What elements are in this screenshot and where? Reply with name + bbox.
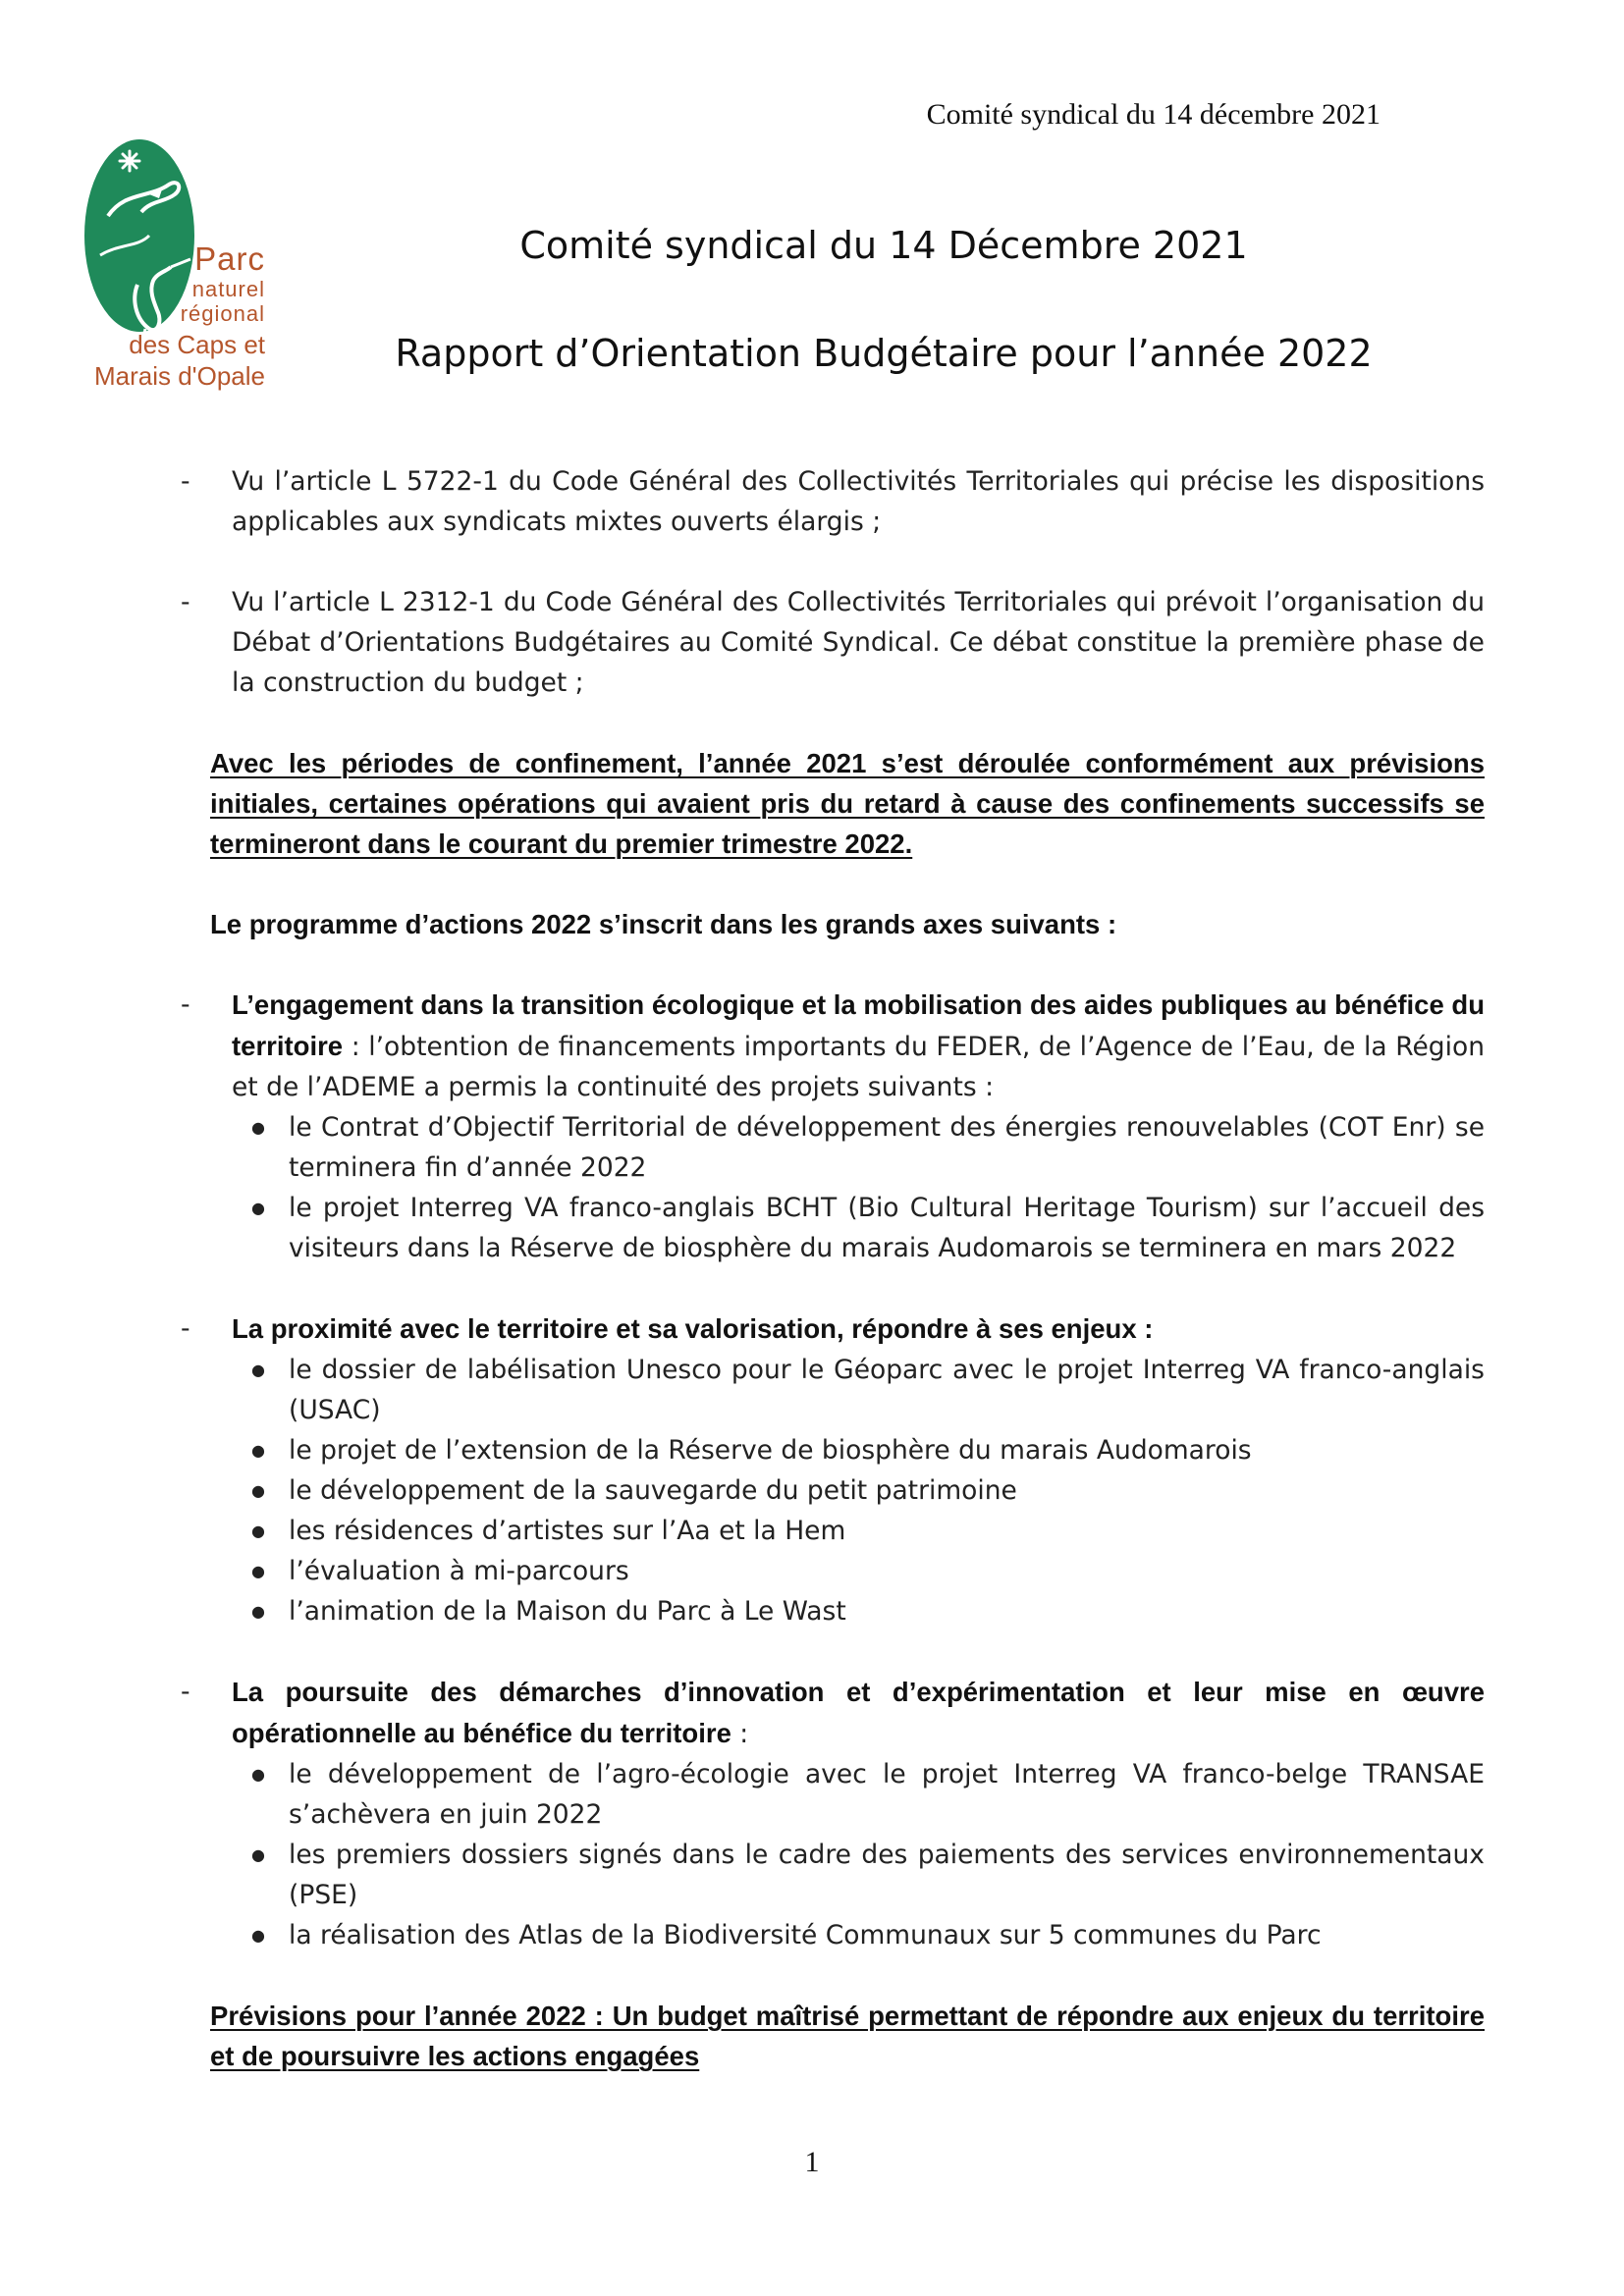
list-item: ● le dossier de labélisation Unesco pour le Géoparc avec le projet Interreg VA franco-anglais (USAC) [289,1350,1485,1430]
park-logo [81,137,277,412]
context-statement: Avec les périodes de confinement, l’année 2021 s’est déroulée conformément aux prévisions initiales, certaines opérations qui avaient pris du retard à cause des confinements successifs se termineront dans le courant du premier trimestre 2022. [210,748,1485,859]
intro-item [181,582,1485,703]
logo-line-naturel: naturel [191,277,265,301]
document-subtitle: Rapport d’Orientation Budgétaire pour l’année 2022 [395,332,1373,375]
list-item: ● le projet Interreg VA franco-anglais BCHT (Bio Cultural Heritage Tourism) sur l’accueil des visiteurs dans la Réserve de biosphère du marais Audomarois se terminera en mars 2022 [289,1188,1485,1268]
list-item: ● la réalisation des Atlas de la Biodiversité Communaux sur 5 communes du Parc [289,1915,1485,1955]
axis-item [181,1672,1485,1754]
axis-title: La proximité avec le territoire et sa valorisation, répondre à ses enjeux : [232,1313,1154,1344]
program-intro: Le programme d’actions 2022 s’inscrit dans les grands axes suivants : [210,909,1117,939]
axis-title: La poursuite des démarches d’innovation et d’expérimentation et leur mise en œuvre opérationnelle au bénéfice du territoire [232,1677,1485,1748]
page-number: 1 [804,2146,820,2178]
forecast-heading: Prévisions pour l’année 2022 : Un budget maîtrisé permettant de répondre aux enjeux du territoire et de poursuivre les actions engagées [210,2001,1485,2071]
dash-marker: - [181,466,190,497]
document-body [181,461,1485,2076]
document-title: Comité syndical du 14 Décembre 2021 [519,224,1248,267]
logo-line-caps: des Caps et [129,330,265,359]
dash-marker: - [181,587,190,617]
dash-marker: - [181,989,190,1020]
list-item: ● le développement de la sauvegarde du petit patrimoine [289,1470,1485,1511]
logo-line-marais: Marais d'Opale [93,361,265,391]
dash-marker: - [181,1313,190,1344]
axis-title: L’engagement dans la transition écologique et la mobilisation des aides publiques au bénéfice du territoire [232,989,1485,1061]
axis-text: : [731,1719,749,1749]
list-item: ● le développement de l’agro-écologie avec le projet Interreg VA franco-belge TRANSAE s’achèvera en juin 2022 [289,1754,1485,1835]
list-item: ● l’évaluation à mi-parcours [289,1551,1485,1591]
axis-item [181,1308,1485,1350]
axis-bullet-list [210,1350,1485,1631]
intro-item [181,461,1485,542]
intro-item-text: Vu l’article L 5722-1 du Code Général des Collectivités Territoriales qui précise les dispositions applicables aux syndicats mixtes ouverts élargis ; [232,466,1485,537]
dash-marker: - [181,1677,190,1707]
list-item: ● le Contrat d’Objectif Territorial de développement des énergies renouvelables (COT Enr) se terminera fin d’année 2022 [289,1107,1485,1188]
axis-bullet-list [210,1754,1485,1955]
axis-item [181,985,1485,1107]
list-item: ● les résidences d’artistes sur l’Aa et la Hem [289,1511,1485,1551]
axis-text: : l’obtention de financements importants du FEDER, de l’Agence de l’Eau, de la Région et de l’ADEME a permis la continuité des projets suivants : [232,1032,1485,1102]
axis-bullet-list [210,1107,1485,1268]
list-item: ● les premiers dossiers signés dans le cadre des paiements des services environnementaux (PSE) [289,1835,1485,1915]
logo-line-regional: régional [180,301,265,326]
list-item: ● l’animation de la Maison du Parc à Le Wast [289,1591,1485,1631]
running-header: Comité syndical du 14 décembre 2021 [926,98,1380,131]
list-item: ● le projet de l’extension de la Réserve de biosphère du marais Audomarois [289,1430,1485,1470]
intro-item-text: Vu l’article L 2312-1 du Code Général des Collectivités Territoriales qui prévoit l’organisation du Débat d’Orientations Budgétaires au Comité Syndical. Ce débat constitue la première phase de la construction du budget ; [232,587,1485,698]
logo-line-parc: Parc [194,240,265,277]
